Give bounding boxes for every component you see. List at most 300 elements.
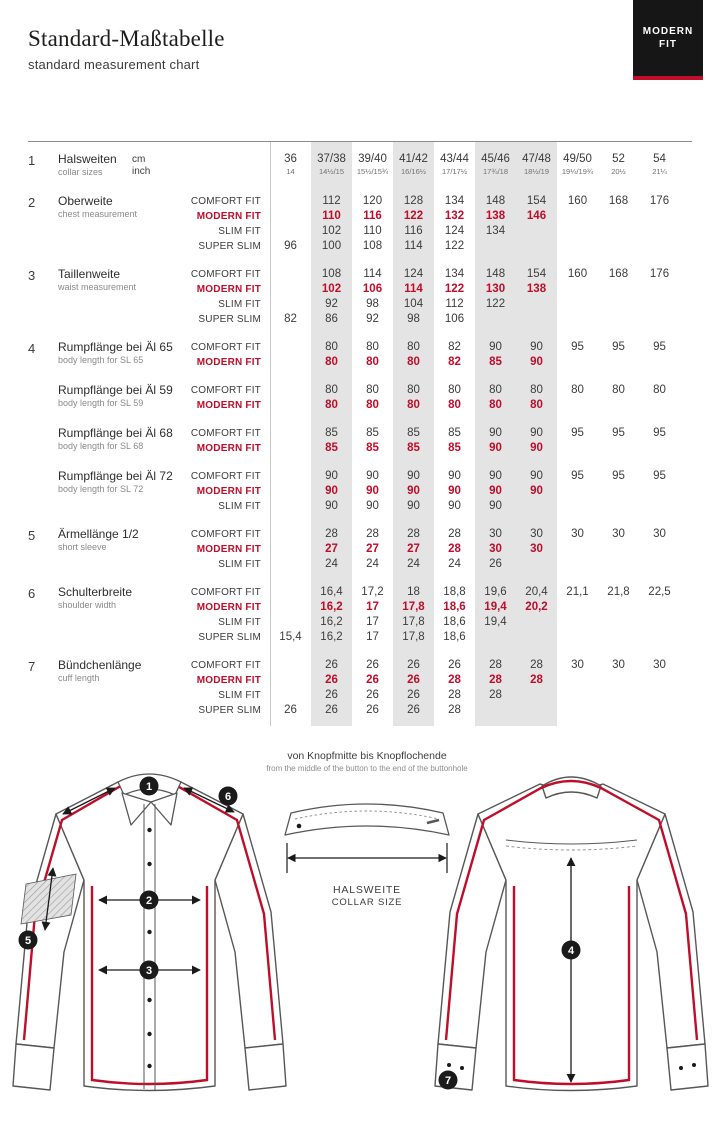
value-cell xyxy=(639,615,680,630)
value-cell: 30 xyxy=(612,659,625,671)
value-cell: 17 xyxy=(366,631,379,643)
value-cell: 176 xyxy=(649,195,670,207)
fit-label: MODERN FIT xyxy=(196,400,261,411)
page-header xyxy=(0,0,720,100)
unit-labels xyxy=(132,152,270,178)
value-cell: 148 xyxy=(485,268,506,280)
value-cell xyxy=(516,297,557,312)
value-cell xyxy=(270,688,311,703)
fit-row xyxy=(182,673,692,688)
value-cell: 19,4 xyxy=(484,601,507,613)
fit-label: SLIM FIT xyxy=(218,559,261,570)
value-cell xyxy=(270,267,311,282)
value-cell xyxy=(639,557,680,572)
value-cell: 114 xyxy=(404,240,423,252)
shirt-diagrams xyxy=(0,748,720,1116)
value-cell: 80 xyxy=(489,384,502,396)
shirt-back-diagram xyxy=(434,752,710,1112)
value-cell: 160 xyxy=(567,195,588,207)
collar-size-cm: 45/46 xyxy=(481,153,510,165)
value-cell: 90 xyxy=(325,470,338,482)
value-cell: 80 xyxy=(325,341,338,353)
value-cell xyxy=(639,441,680,456)
value-cell: 90 xyxy=(530,470,543,482)
value-cell: 85 xyxy=(325,442,338,454)
fit-label: COMFORT FIT xyxy=(190,342,261,353)
value-cell: 26 xyxy=(407,674,420,686)
value-cell: 130 xyxy=(485,283,506,295)
value-cell xyxy=(270,585,311,600)
row-label-en: chest measurement xyxy=(58,209,138,219)
value-cell: 30 xyxy=(489,528,502,540)
measurement-section xyxy=(28,585,692,645)
value-cell: 114 xyxy=(363,268,382,280)
collar-size-inch: 17¾/18 xyxy=(482,167,509,176)
size-column-header xyxy=(311,152,352,178)
value-cell xyxy=(598,630,639,645)
value-cell: 28 xyxy=(530,674,543,686)
value-cell: 27 xyxy=(325,543,338,555)
value-cell: 80 xyxy=(653,384,666,396)
value-cell: 90 xyxy=(530,341,543,353)
row-label-de: Taillenweite xyxy=(58,267,121,281)
value-cell: 90 xyxy=(366,470,379,482)
value-cell: 82 xyxy=(448,341,461,353)
value-cell: 28 xyxy=(325,528,338,540)
value-cell: 80 xyxy=(612,384,625,396)
value-cell: 90 xyxy=(407,485,420,497)
row-number: 3 xyxy=(28,268,36,283)
fit-label: SUPER SLIM xyxy=(198,241,261,252)
value-cell: 17,8 xyxy=(402,631,425,643)
value-cell: 16,2 xyxy=(320,601,343,613)
value-cell xyxy=(557,239,598,254)
value-cell: 30 xyxy=(571,528,584,540)
marker-1-number: 1 xyxy=(145,781,153,793)
value-cell xyxy=(270,426,311,441)
shirt-front-diagram xyxy=(12,752,288,1112)
fit-row xyxy=(182,426,692,441)
value-cell xyxy=(270,469,311,484)
value-cell: 134 xyxy=(444,268,465,280)
value-cell: 18,8 xyxy=(443,586,466,598)
fit-row xyxy=(182,542,692,557)
row-label xyxy=(58,527,182,572)
value-cell xyxy=(598,484,639,499)
value-cell: 90 xyxy=(366,485,379,497)
size-column-header xyxy=(393,152,434,178)
value-cell xyxy=(475,312,516,327)
value-cell: 80 xyxy=(325,356,338,368)
collar-size-cm: 41/42 xyxy=(399,153,428,165)
fit-label: COMFORT FIT xyxy=(190,428,261,439)
row-label-de: Rumpflänge bei Äl 68 xyxy=(58,426,173,440)
size-column-header xyxy=(434,152,475,178)
value-cell: 26 xyxy=(407,689,420,701)
page-title: Standard-Maßtabelle xyxy=(28,26,225,51)
row-label-en: short sleeve xyxy=(58,542,107,552)
value-cell: 21,8 xyxy=(607,586,630,598)
row-label-en: cuff length xyxy=(58,673,100,683)
size-column-header xyxy=(557,152,598,178)
value-cell: 30 xyxy=(653,659,666,671)
value-cell xyxy=(270,600,311,615)
value-cell xyxy=(270,209,311,224)
collar-size-cm: 39/40 xyxy=(358,153,387,165)
row-number: 7 xyxy=(28,659,36,674)
fit-label: SLIM FIT xyxy=(218,501,261,512)
value-cell: 110 xyxy=(322,210,341,222)
value-cell xyxy=(639,484,680,499)
value-cell xyxy=(557,615,598,630)
value-cell: 106 xyxy=(362,283,383,295)
fit-row xyxy=(182,355,692,370)
value-cell: 80 xyxy=(366,384,379,396)
value-cell: 17,2 xyxy=(361,586,384,598)
row-label-en: shoulder width xyxy=(58,600,117,610)
row-number: 6 xyxy=(28,586,36,601)
value-cell: 27 xyxy=(407,543,420,555)
value-cell xyxy=(475,703,516,718)
value-cell xyxy=(270,499,311,514)
marker-7-cuff xyxy=(439,1071,458,1090)
value-cell xyxy=(598,355,639,370)
collar-size-cm: 36 xyxy=(284,153,297,165)
fit-row xyxy=(182,383,692,398)
value-cell: 28 xyxy=(448,704,461,716)
value-cell xyxy=(598,209,639,224)
measurement-section xyxy=(28,527,692,572)
value-cell xyxy=(557,282,598,297)
size-column-header xyxy=(352,152,393,178)
fit-label: MODERN FIT xyxy=(196,284,261,295)
value-cell: 98 xyxy=(366,298,379,310)
value-cell: 95 xyxy=(571,470,584,482)
value-cell: 30 xyxy=(530,543,543,555)
value-cell: 154 xyxy=(526,268,547,280)
value-cell: 24 xyxy=(366,558,379,570)
collar-size-inch: 21¼ xyxy=(652,167,667,176)
value-cell: 20,4 xyxy=(525,586,548,598)
value-cell: 24 xyxy=(407,558,420,570)
fit-label: MODERN FIT xyxy=(196,675,261,686)
fit-label: SLIM FIT xyxy=(218,226,261,237)
value-cell: 30 xyxy=(530,528,543,540)
value-cell xyxy=(516,703,557,718)
fit-row xyxy=(182,312,692,327)
value-cell: 90 xyxy=(530,427,543,439)
value-cell: 24 xyxy=(325,558,338,570)
value-cell: 16,2 xyxy=(320,616,343,628)
value-cell: 120 xyxy=(362,195,383,207)
fit-row xyxy=(182,297,692,312)
value-cell xyxy=(270,615,311,630)
marker-4-number: 4 xyxy=(567,945,575,957)
marker-3-waist xyxy=(140,961,159,980)
value-cell xyxy=(639,224,680,239)
value-cell: 30 xyxy=(612,528,625,540)
value-cell xyxy=(557,312,598,327)
value-cell: 122 xyxy=(403,210,424,222)
row-label xyxy=(58,194,182,254)
measurement-section xyxy=(28,426,692,456)
collar-size-cm: 49/50 xyxy=(563,153,592,165)
value-cell xyxy=(557,557,598,572)
value-cell: 95 xyxy=(612,341,625,353)
value-cell: 24 xyxy=(448,558,461,570)
value-cell: 17,8 xyxy=(402,616,425,628)
value-cell xyxy=(639,600,680,615)
row-label xyxy=(58,340,182,370)
value-cell: 28 xyxy=(489,659,502,671)
value-cell xyxy=(516,499,557,514)
value-cell: 104 xyxy=(403,298,424,310)
value-cell xyxy=(598,600,639,615)
value-cell xyxy=(557,209,598,224)
value-cell xyxy=(270,355,311,370)
row-number: 1 xyxy=(28,153,36,168)
value-cell xyxy=(557,600,598,615)
fit-label: COMFORT FIT xyxy=(190,660,261,671)
collar-label-de: HALSWEITE xyxy=(333,884,401,896)
fit-rows xyxy=(182,340,692,370)
fit-label: SUPER SLIM xyxy=(198,705,261,716)
fit-row xyxy=(182,527,692,542)
value-cell: 90 xyxy=(448,470,461,482)
measurement-section xyxy=(28,383,692,413)
row-label-en: body length for SL 72 xyxy=(58,484,144,494)
marker-2-chest xyxy=(140,891,159,910)
row-number xyxy=(28,426,58,456)
value-cell xyxy=(598,297,639,312)
value-cell xyxy=(270,297,311,312)
value-cell xyxy=(270,673,311,688)
value-cell: 28 xyxy=(448,543,461,555)
row-number xyxy=(28,383,58,413)
value-cell xyxy=(598,282,639,297)
value-cell xyxy=(270,527,311,542)
value-cell: 90 xyxy=(530,485,543,497)
value-cell: 85 xyxy=(448,427,461,439)
collar-size-cm: 47/48 xyxy=(522,153,551,165)
value-cell: 30 xyxy=(489,543,502,555)
collar-size-cm: 54 xyxy=(653,153,666,165)
value-cell xyxy=(639,297,680,312)
fit-row xyxy=(182,441,692,456)
value-cell: 17,8 xyxy=(402,601,425,613)
value-cell xyxy=(639,282,680,297)
fit-row xyxy=(182,499,692,514)
value-cell: 30 xyxy=(653,528,666,540)
collar-note-de: von Knopfmitte bis Knopflochende xyxy=(287,750,447,762)
value-cell xyxy=(598,615,639,630)
value-cell xyxy=(598,557,639,572)
value-cell: 28 xyxy=(448,528,461,540)
value-cell xyxy=(516,615,557,630)
value-cell xyxy=(516,224,557,239)
fit-label: COMFORT FIT xyxy=(190,269,261,280)
value-cell xyxy=(639,703,680,718)
value-cell: 122 xyxy=(444,283,465,295)
value-cell xyxy=(516,557,557,572)
value-cell: 134 xyxy=(485,225,506,237)
value-cell: 90 xyxy=(325,485,338,497)
value-cell: 95 xyxy=(612,470,625,482)
value-cell: 26 xyxy=(366,659,379,671)
value-cell: 30 xyxy=(571,659,584,671)
row-number: 5 xyxy=(28,528,36,543)
value-cell: 90 xyxy=(366,500,379,512)
fit-label: SUPER SLIM xyxy=(198,314,261,325)
fit-row xyxy=(182,398,692,413)
value-cell: 116 xyxy=(404,225,423,237)
value-cell: 80 xyxy=(325,384,338,396)
fit-row xyxy=(182,239,692,254)
value-cell: 100 xyxy=(321,240,342,252)
fit-label: MODERN FIT xyxy=(196,357,261,368)
unit-inch: inch xyxy=(132,166,151,177)
value-cell: 18 xyxy=(407,586,420,598)
value-cell: 122 xyxy=(444,240,465,252)
fit-row xyxy=(182,194,692,209)
fit-row xyxy=(182,267,692,282)
value-cell: 85 xyxy=(407,427,420,439)
value-cell: 26 xyxy=(325,704,338,716)
value-cell xyxy=(639,673,680,688)
value-cell xyxy=(598,224,639,239)
value-cell: 92 xyxy=(366,313,379,325)
value-cell: 26 xyxy=(366,674,379,686)
row-label-de: Bündchenlänge xyxy=(58,658,142,672)
value-cell xyxy=(557,484,598,499)
fit-label: SLIM FIT xyxy=(218,690,261,701)
row-label xyxy=(58,658,182,718)
page-subtitle: standard measurement chart xyxy=(28,57,200,72)
value-cell xyxy=(557,499,598,514)
value-cell: 85 xyxy=(366,427,379,439)
value-cell: 112 xyxy=(445,298,464,310)
value-cell: 80 xyxy=(448,399,461,411)
fit-row xyxy=(182,209,692,224)
value-cell xyxy=(270,224,311,239)
value-cell: 146 xyxy=(526,210,547,222)
value-cell: 124 xyxy=(444,225,465,237)
fit-row xyxy=(182,615,692,630)
value-cell: 90 xyxy=(489,442,502,454)
value-cell xyxy=(557,398,598,413)
value-cell xyxy=(598,542,639,557)
value-cell: 132 xyxy=(444,210,465,222)
fit-label: MODERN FIT xyxy=(196,211,261,222)
value-cell: 90 xyxy=(325,500,338,512)
value-cell: 95 xyxy=(653,470,666,482)
collar-label-en: COLLAR SIZE xyxy=(331,897,403,908)
value-cell xyxy=(270,557,311,572)
row-label xyxy=(58,585,182,645)
value-cell: 26 xyxy=(407,659,420,671)
collar-size-inch: 14 xyxy=(286,167,295,176)
marker-5-number: 5 xyxy=(24,935,32,947)
fit-label: COMFORT FIT xyxy=(190,529,261,540)
value-cell xyxy=(270,340,311,355)
collar-size-inch: 16/16½ xyxy=(400,167,427,176)
value-cell xyxy=(639,630,680,645)
value-cell: 96 xyxy=(284,240,297,252)
fit-row xyxy=(182,557,692,572)
value-cell: 80 xyxy=(366,399,379,411)
value-cell xyxy=(598,398,639,413)
value-cell xyxy=(270,282,311,297)
collar-size-inch: 18½/19 xyxy=(523,167,550,176)
value-cell: 26 xyxy=(325,659,338,671)
measurement-section xyxy=(28,340,692,370)
value-cell: 90 xyxy=(489,341,502,353)
value-cell: 26 xyxy=(284,704,297,716)
value-cell xyxy=(598,673,639,688)
collar-button xyxy=(297,824,302,829)
value-cell: 26 xyxy=(325,689,338,701)
value-cell: 128 xyxy=(403,195,424,207)
value-cell: 108 xyxy=(321,268,342,280)
value-cell xyxy=(516,239,557,254)
value-cell: 95 xyxy=(612,427,625,439)
fit-rows xyxy=(182,585,692,645)
marker-4-back-length xyxy=(562,941,581,960)
value-cell: 90 xyxy=(407,500,420,512)
value-cell xyxy=(475,630,516,645)
value-cell: 80 xyxy=(489,399,502,411)
collar-size-inch: 19¼/19¾ xyxy=(561,167,594,176)
fit-row xyxy=(182,658,692,673)
collar-size-inch: 15½/15¾ xyxy=(356,167,389,176)
value-cell: 18,6 xyxy=(443,601,466,613)
fit-label: COMFORT FIT xyxy=(190,196,261,207)
collar-diagram xyxy=(277,779,457,877)
value-cell: 26 xyxy=(448,659,461,671)
value-cell: 80 xyxy=(407,341,420,353)
collar-outline xyxy=(285,804,449,835)
value-cell: 28 xyxy=(448,674,461,686)
value-cell: 90 xyxy=(530,356,543,368)
value-cell: 80 xyxy=(530,399,543,411)
row-label-de: Halsweiten xyxy=(58,152,117,166)
value-cell: 85 xyxy=(407,442,420,454)
fit-row xyxy=(182,630,692,645)
value-cell: 90 xyxy=(489,500,502,512)
marker-6-shoulder xyxy=(219,787,238,806)
value-cell: 28 xyxy=(366,528,379,540)
value-cell: 20,2 xyxy=(525,601,548,613)
value-cell: 28 xyxy=(530,659,543,671)
row-number xyxy=(28,469,58,514)
fit-row xyxy=(182,340,692,355)
collar-size-cm: 43/44 xyxy=(440,153,469,165)
value-cell xyxy=(639,688,680,703)
fit-label: MODERN FIT xyxy=(196,486,261,497)
title-block xyxy=(28,0,225,72)
value-cell: 92 xyxy=(325,298,338,310)
value-cell xyxy=(639,355,680,370)
value-cell: 138 xyxy=(526,283,547,295)
row-label xyxy=(58,267,182,327)
value-cell: 15,4 xyxy=(279,631,302,643)
value-cell xyxy=(516,630,557,645)
value-cell: 114 xyxy=(404,283,423,295)
value-cell: 148 xyxy=(485,195,506,207)
fit-label: SLIM FIT xyxy=(218,299,261,310)
value-cell: 80 xyxy=(530,384,543,396)
row-label-en: waist measurement xyxy=(58,282,137,292)
